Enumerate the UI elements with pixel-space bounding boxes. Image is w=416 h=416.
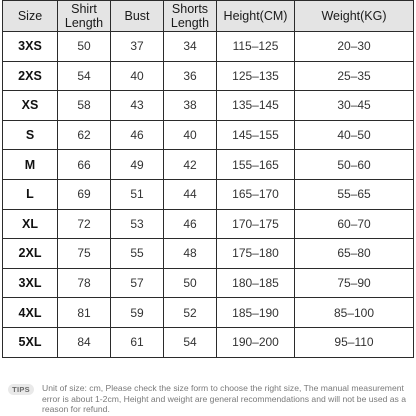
header-shorts-line2: Length (170, 16, 210, 30)
tips-text: Unit of size: cm, Please check the size form to choose the right size, The manual measurement error is about 1-2cm, Height and weight are general recommendations and will not be used as a reason for refund. (42, 383, 407, 415)
table-row (3, 298, 414, 328)
shirt-length-cell: 75 (58, 239, 111, 269)
height-cell: 155–165 (217, 150, 295, 180)
height-cell: 145–155 (217, 120, 295, 150)
size-table (2, 0, 414, 358)
shirt-length-cell: 69 (58, 179, 111, 209)
shirt-length-cell: 54 (58, 61, 111, 91)
shorts-length-cell: 38 (164, 91, 217, 121)
header-shorts-length (164, 1, 217, 32)
shorts-length-cell: 36 (164, 61, 217, 91)
header-bust (111, 1, 164, 32)
height-cell: 165–170 (217, 179, 295, 209)
table-row (3, 32, 414, 62)
size-cell: XL (3, 209, 58, 239)
header-shorts-line1: Shorts (171, 2, 209, 16)
table-row (3, 150, 414, 180)
header-shirt-line1: Shirt (71, 2, 97, 16)
height-cell: 115–125 (217, 32, 295, 62)
bust-cell: 59 (111, 298, 164, 328)
shirt-length-cell: 66 (58, 150, 111, 180)
shirt-length-cell: 84 (58, 327, 111, 357)
header-shirt-line2: Length (64, 16, 104, 30)
bust-cell: 46 (111, 120, 164, 150)
header-weight-label: Weight(KG) (321, 9, 387, 23)
header-weight (295, 1, 414, 32)
table-row (3, 61, 414, 91)
size-cell: 3XL (3, 268, 58, 298)
weight-cell: 60–70 (295, 209, 414, 239)
weight-cell: 25–35 (295, 61, 414, 91)
table-row (3, 239, 414, 269)
shorts-length-cell: 52 (164, 298, 217, 328)
shirt-length-cell: 72 (58, 209, 111, 239)
size-chart (2, 0, 413, 358)
height-cell: 180–185 (217, 268, 295, 298)
shirt-length-cell: 78 (58, 268, 111, 298)
shirt-length-cell: 50 (58, 32, 111, 62)
header-size-label: Size (17, 9, 43, 23)
height-cell: 125–135 (217, 61, 295, 91)
weight-cell: 85–100 (295, 298, 414, 328)
shorts-length-cell: 54 (164, 327, 217, 357)
bust-cell: 53 (111, 209, 164, 239)
size-cell: L (3, 179, 58, 209)
size-cell: 4XL (3, 298, 58, 328)
header-height (217, 1, 295, 32)
table-row (3, 120, 414, 150)
shorts-length-cell: 40 (164, 120, 217, 150)
size-cell: M (3, 150, 58, 180)
weight-cell: 40–50 (295, 120, 414, 150)
shirt-length-cell: 58 (58, 91, 111, 121)
weight-cell: 50–60 (295, 150, 414, 180)
bust-cell: 40 (111, 61, 164, 91)
size-cell: XS (3, 91, 58, 121)
height-cell: 135–145 (217, 91, 295, 121)
size-cell: 2XL (3, 239, 58, 269)
weight-cell: 55–65 (295, 179, 414, 209)
header-shirt-length (58, 1, 111, 32)
header-size (3, 1, 58, 32)
bust-cell: 49 (111, 150, 164, 180)
shirt-length-cell: 62 (58, 120, 111, 150)
table-row (3, 179, 414, 209)
shirt-length-cell: 81 (58, 298, 111, 328)
table-row (3, 91, 414, 121)
shorts-length-cell: 34 (164, 32, 217, 62)
bust-cell: 51 (111, 179, 164, 209)
bust-cell: 37 (111, 32, 164, 62)
tips-section (6, 382, 410, 416)
tips-badge: TIPS (8, 384, 34, 395)
table-row (3, 209, 414, 239)
shorts-length-cell: 50 (164, 268, 217, 298)
height-cell: 190–200 (217, 327, 295, 357)
weight-cell: 20–30 (295, 32, 414, 62)
size-cell: 2XS (3, 61, 58, 91)
bust-cell: 55 (111, 239, 164, 269)
table-row (3, 327, 414, 357)
height-cell: 185–190 (217, 298, 295, 328)
header-row (3, 1, 414, 32)
bust-cell: 43 (111, 91, 164, 121)
header-bust-label: Bust (124, 9, 150, 23)
size-cell: 5XL (3, 327, 58, 357)
shorts-length-cell: 48 (164, 239, 217, 269)
weight-cell: 65–80 (295, 239, 414, 269)
weight-cell: 30–45 (295, 91, 414, 121)
size-cell: 3XS (3, 32, 58, 62)
size-cell: S (3, 120, 58, 150)
table-row (3, 268, 414, 298)
shorts-length-cell: 46 (164, 209, 217, 239)
header-height-label: Height(CM) (223, 9, 288, 23)
height-cell: 170–175 (217, 209, 295, 239)
table-body (3, 32, 414, 358)
weight-cell: 75–90 (295, 268, 414, 298)
height-cell: 175–180 (217, 239, 295, 269)
bust-cell: 57 (111, 268, 164, 298)
shorts-length-cell: 44 (164, 179, 217, 209)
shorts-length-cell: 42 (164, 150, 217, 180)
weight-cell: 95–110 (295, 327, 414, 357)
bust-cell: 61 (111, 327, 164, 357)
